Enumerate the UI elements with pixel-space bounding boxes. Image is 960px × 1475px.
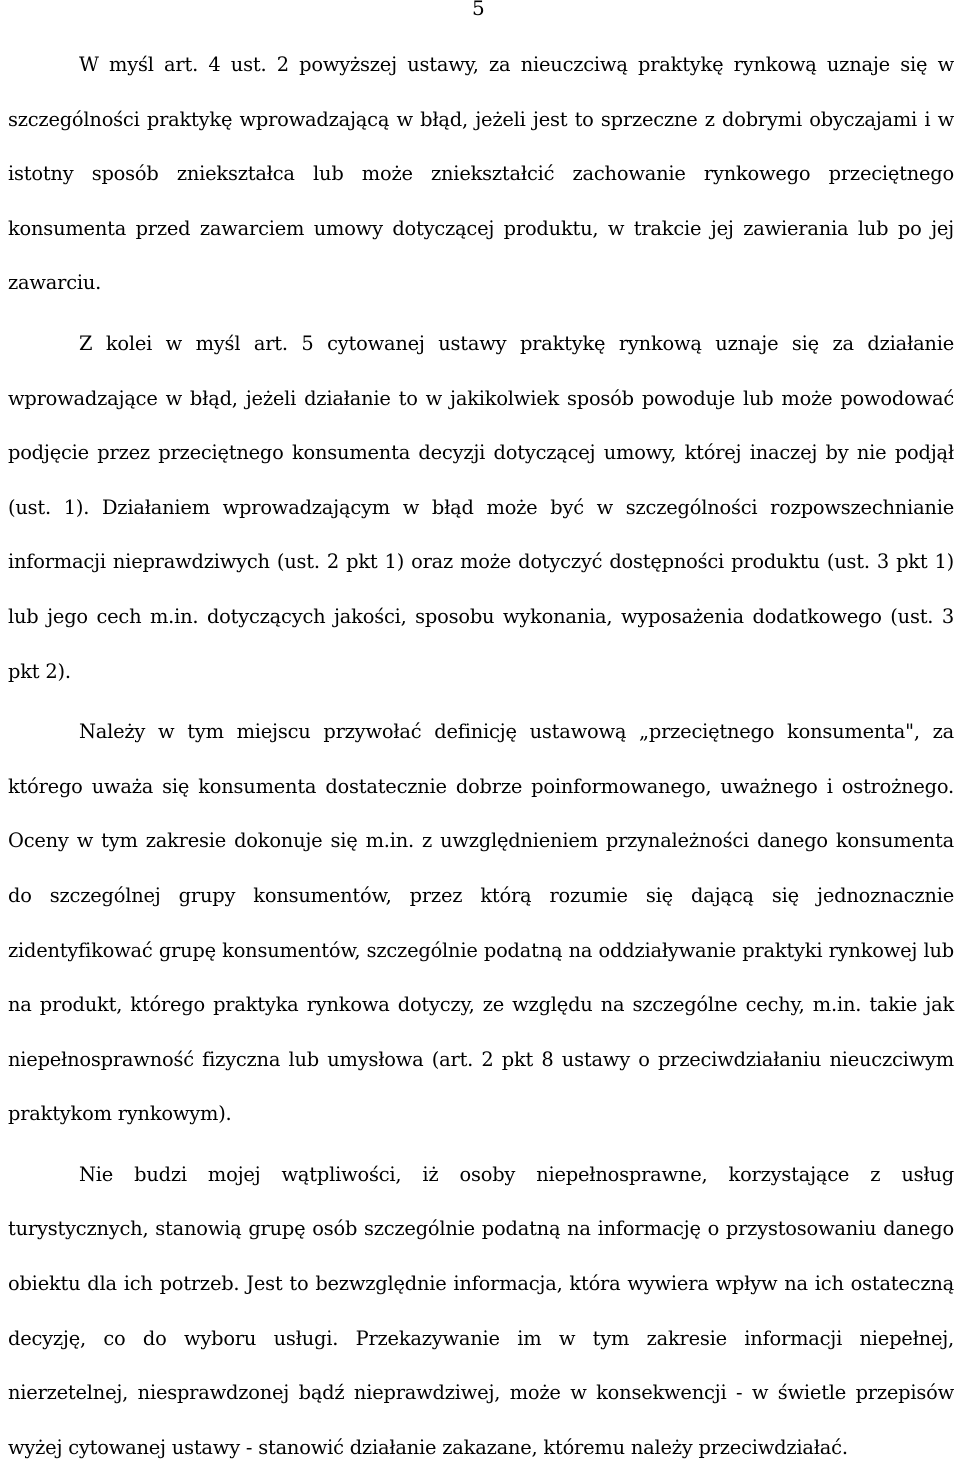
paragraph-average-consumer-definition: Należy w tym miejscu przywołać definicję ustawową „przeciętnego konsumenta", za którego uważa się konsumenta dostatecznie dobrze poinformowanego, uważnego i ostrożnego. Oceny w tym zakresie dokonuje się m.in. z uwzględnieniem przynależności danego konsumenta do szczególnej grupy konsumentów, przez którą rozumie się dającą się jednoznacznie zidentyfikować grupę konsumentów, szczególnie podatną na oddziaływanie praktyki rynkowej lub na produkt, którego praktyka rynkowa dotyczy, ze względu na szczególne cechy, m.in. takie jak niepełnosprawność fizyczna lub umysłowa (art. 2 pkt 8 ustawy o przeciwdziałaniu nieuczciwym praktykom rynkowym).	[8, 720, 954, 1126]
paragraph-conclusion: Nie budzi mojej wątpliwości, iż osoby niepełnosprawne, korzystające z usług turystycznych, stanowią grupę osób szczególnie podatną na informację o przystosowaniu danego obiektu dla ich potrzeb. Jest to bezwzględnie informacja, która wywiera wpływ na ich ostateczną decyzję, co do wyboru usługi. Przekazywanie im w tym zakresie informacji niepełnej, nierzetelnej, niesprawdzonej bądź nieprawdziwej, może w konsekwencji - w świetle przepisów wyżej cytowanej ustawy - stanowić działanie zakazane, któremu należy przeciwdziałać.	[8, 1162, 954, 1459]
page-number: 5	[472, 0, 485, 20]
paragraph-art-4: W myśl art. 4 ust. 2 powyższej ustawy, za nieuczciwą praktykę rynkową uznaje się w szczególności praktykę wprowadzającą w błąd, jeżeli jest to sprzeczne z dobrymi obyczajami i w istotny sposób zniekształca lub może zniekształcić zachowanie rynkowego przeciętnego konsumenta przed zawarciem umowy dotyczącej produktu, w trakcie jej zawierania lub po jej zawarciu.	[8, 53, 954, 295]
document-body	[8, 38, 954, 1475]
paragraph-art-5: Z kolei w myśl art. 5 cytowanej ustawy praktykę rynkową uznaje się za działanie wprowadzające w błąd, jeżeli działanie to w jakikolwiek sposób powoduje lub może powodować podjęcie przez przeciętnego konsumenta decyzji dotyczącej umowy, której inaczej by nie podjął (ust. 1). Działaniem wprowadzającym w błąd może być w szczególności rozpowszechnianie informacji nieprawdziwych (ust. 2 pkt 1) oraz może dotyczyć dostępności produktu (ust. 3 pkt 1) lub jego cech m.in. dotyczących jakości, sposobu wykonania, wyposażenia dodatkowego (ust. 3 pkt 2).	[8, 331, 954, 683]
